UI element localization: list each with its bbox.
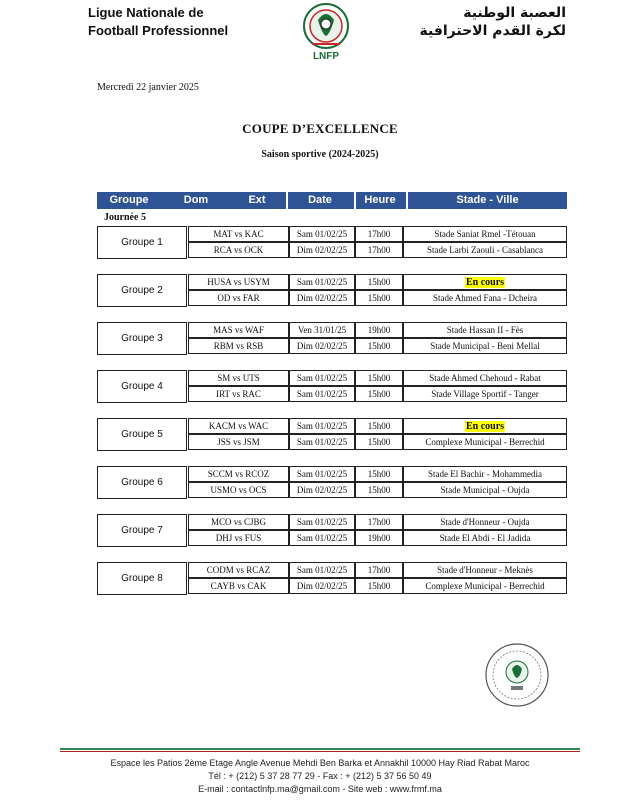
match-row xyxy=(188,530,567,545)
header-dom: Dom xyxy=(183,194,209,206)
match-date: Dim 02/02/25 xyxy=(289,338,355,354)
document-subtitle: Saison sportive (2024-2025) xyxy=(261,149,379,160)
match-teams: JSS vs JSM xyxy=(188,434,289,450)
footer-phone: Tél : + (212) 5 37 28 77 29 - Fax : + (212) 5 37 56 50 49 xyxy=(208,771,432,781)
match-venue: Stade El Bachir - Mohammedia xyxy=(403,466,567,482)
match-time: 15h00 xyxy=(355,434,403,450)
in-progress-badge: En cours xyxy=(465,421,505,432)
journee-label: Journée 5 xyxy=(104,212,146,223)
group-block xyxy=(97,322,567,355)
header-heure: Heure xyxy=(364,194,396,206)
match-row xyxy=(188,418,567,433)
match-time: 17h00 xyxy=(355,514,403,530)
match-row xyxy=(188,386,567,401)
group-name: Groupe 3 xyxy=(97,322,187,355)
match-date: Dim 02/02/25 xyxy=(289,242,355,258)
match-time: 19h00 xyxy=(355,322,403,338)
match-date: Sam 01/02/25 xyxy=(289,466,355,482)
footer-divider-accent xyxy=(60,751,580,752)
group-name: Groupe 5 xyxy=(97,418,187,451)
match-teams: HUSA vs USYM xyxy=(188,274,289,290)
match-venue: Complexe Municipal - Berrechid xyxy=(403,434,567,450)
match-teams: CAYB vs CAK xyxy=(188,578,289,594)
match-venue: Stade d'Honneur - Oujda xyxy=(403,514,567,530)
match-date: Sam 01/02/25 xyxy=(289,514,355,530)
match-venue: Stade d'Honneur - Meknès xyxy=(403,562,567,578)
match-row xyxy=(188,242,567,257)
match-venue xyxy=(403,274,567,290)
match-time: 15h00 xyxy=(355,418,403,434)
footer-divider xyxy=(60,748,580,750)
document-title: COUPE D’EXCELLENCE xyxy=(242,121,398,136)
match-venue: Stade Municipal - Beni Mellal xyxy=(403,338,567,354)
match-row xyxy=(188,578,567,593)
match-row xyxy=(188,466,567,481)
match-teams: KACM vs WAC xyxy=(188,418,289,434)
group-block xyxy=(97,274,567,307)
match-teams: MAT vs KAC xyxy=(188,226,289,242)
document-date: Mercredi 22 janvier 2025 xyxy=(97,82,199,93)
table-header xyxy=(97,192,567,209)
league-name-line2: Football Professionnel xyxy=(88,23,229,38)
match-venue: Stade Hassan II - Fès xyxy=(403,322,567,338)
match-teams: IRT vs RAC xyxy=(188,386,289,402)
match-venue: Stade Municipal - Oujda xyxy=(403,482,567,498)
match-teams: SCCM vs RCOZ xyxy=(188,466,289,482)
match-venue: Stade Saniat Rmel -Tétouan xyxy=(403,226,567,242)
match-date: Sam 01/02/25 xyxy=(289,386,355,402)
in-progress-badge: En cours xyxy=(465,277,505,288)
league-name-french xyxy=(88,4,228,40)
match-date: Dim 02/02/25 xyxy=(289,290,355,306)
match-teams: MCO vs CJBG xyxy=(188,514,289,530)
match-teams: RCA vs OCK xyxy=(188,242,289,258)
match-row xyxy=(188,482,567,497)
match-time: 15h00 xyxy=(355,482,403,498)
match-teams: MAS vs WAF xyxy=(188,322,289,338)
match-venue: Stade Village Sportif - Tanger xyxy=(403,386,567,402)
group-block xyxy=(97,370,567,403)
match-time: 17h00 xyxy=(355,562,403,578)
match-venue: Complexe Municipal - Berrechid xyxy=(403,578,567,594)
match-date: Sam 01/02/25 xyxy=(289,530,355,546)
group-name: Groupe 2 xyxy=(97,274,187,307)
group-block xyxy=(97,466,567,499)
match-date: Dim 02/02/25 xyxy=(289,578,355,594)
match-time: 15h00 xyxy=(355,466,403,482)
match-venue: Stade Ahmed Fana - Dcheira xyxy=(403,290,567,306)
match-time: 17h00 xyxy=(355,242,403,258)
match-date: Sam 01/02/25 xyxy=(289,274,355,290)
match-venue: Stade Larbi Zaouli - Casablanca xyxy=(403,242,567,258)
match-row xyxy=(188,322,567,337)
match-time: 15h00 xyxy=(355,338,403,354)
group-name: Groupe 7 xyxy=(97,514,187,547)
match-time: 15h00 xyxy=(355,578,403,594)
match-teams: CODM vs RCAZ xyxy=(188,562,289,578)
group-block xyxy=(97,226,567,259)
footer-contact: E-mail : contactlnfp.ma@gmail.com - Site web : www.frmf.ma xyxy=(198,784,442,794)
match-teams: SM vs UTS xyxy=(188,370,289,386)
match-time: 15h00 xyxy=(355,386,403,402)
group-name: Groupe 4 xyxy=(97,370,187,403)
league-name-line1: Ligue Nationale de xyxy=(88,5,204,20)
league-name-arabic-line1: العصبة الوطنية xyxy=(463,5,566,21)
match-time: 15h00 xyxy=(355,290,403,306)
match-date: Sam 01/02/25 xyxy=(289,226,355,242)
match-row xyxy=(188,290,567,305)
match-row xyxy=(188,434,567,449)
match-row xyxy=(188,562,567,577)
match-time: 17h00 xyxy=(355,226,403,242)
group-block xyxy=(97,418,567,451)
league-name-arabic-line2: لكرة القدم الاحترافية xyxy=(419,23,566,39)
match-venue xyxy=(403,418,567,434)
group-name: Groupe 8 xyxy=(97,562,187,595)
group-block xyxy=(97,562,567,595)
header-ext: Ext xyxy=(248,194,266,206)
match-date: Sam 01/02/25 xyxy=(289,418,355,434)
match-teams: OD vs FAR xyxy=(188,290,289,306)
match-time: 15h00 xyxy=(355,370,403,386)
official-stamp xyxy=(484,642,550,708)
match-venue: Stade Ahmed Chehoud - Rabat xyxy=(403,370,567,386)
footer-address: Espace les Patios 2ème Etage Angle Avenue Mehdi Ben Barka et Annakhil 10000 Hay Riad Rabat Maroc xyxy=(110,758,530,768)
group-name: Groupe 6 xyxy=(97,466,187,499)
match-row xyxy=(188,274,567,289)
match-row xyxy=(188,226,567,241)
header-stade: Stade - Ville xyxy=(456,194,519,206)
match-row xyxy=(188,514,567,529)
league-name-arabic xyxy=(419,4,566,40)
header-date: Date xyxy=(308,194,332,206)
header-groupe: Groupe xyxy=(109,194,149,206)
match-date: Sam 01/02/25 xyxy=(289,370,355,386)
lnfp-emblem-icon xyxy=(288,0,364,56)
match-row xyxy=(188,370,567,385)
match-time: 15h00 xyxy=(355,274,403,290)
match-date: Dim 02/02/25 xyxy=(289,482,355,498)
match-teams: RBM vs RSB xyxy=(188,338,289,354)
logo-text: LNFP xyxy=(312,51,340,62)
match-time: 19h00 xyxy=(355,530,403,546)
match-date: Sam 01/02/25 xyxy=(289,562,355,578)
group-block xyxy=(97,514,567,547)
match-row xyxy=(188,338,567,353)
match-teams: USMO vs OCS xyxy=(188,482,289,498)
match-date: Ven 31/01/25 xyxy=(289,322,355,338)
match-venue: Stade El Abdi - El Jadida xyxy=(403,530,567,546)
match-teams: DHJ vs FUS xyxy=(188,530,289,546)
match-date: Sam 01/02/25 xyxy=(289,434,355,450)
lnfp-logo xyxy=(288,0,364,72)
group-name: Groupe 1 xyxy=(97,226,187,259)
